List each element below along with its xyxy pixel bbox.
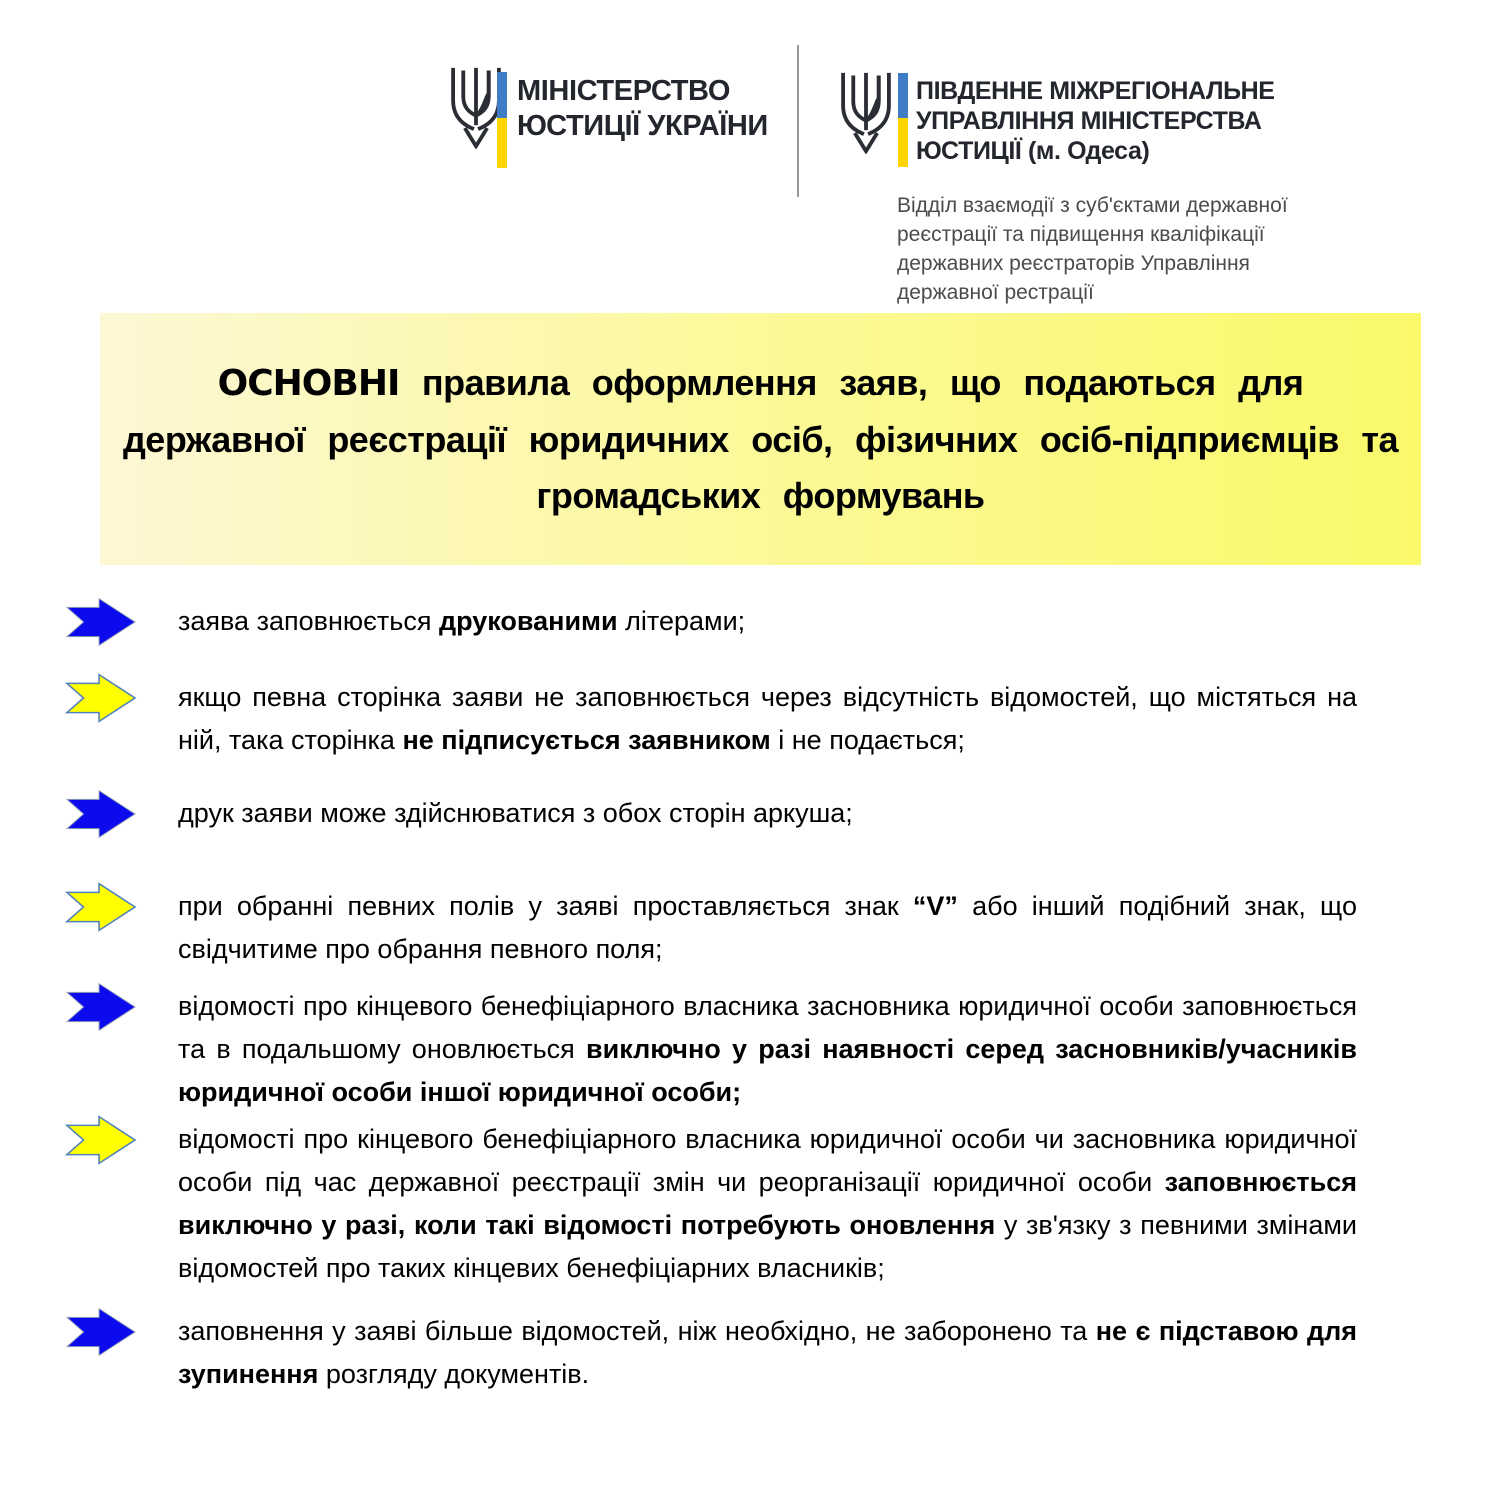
list-item bbox=[0, 676, 1511, 762]
ministry-logo-line2: ЮСТИЦІЇ УКРАЇНИ bbox=[517, 110, 768, 142]
blue-arrow-icon bbox=[65, 596, 137, 648]
bullet-text-bold: заповнюється виключно у разі, коли такі відомості потребують оновлення bbox=[178, 1167, 1357, 1240]
yellow-arrow-icon bbox=[65, 672, 137, 724]
bullet-text bbox=[178, 600, 1357, 643]
bullet-text-plain: відомості про кінцевого бенефіціарного власника засновника юридичної особи заповнюється та в подальшому оновлюється bbox=[178, 991, 1357, 1064]
page-title-rest: правила оформлення заяв, що подаються для державної реєстрації юридичних осіб, фізичних осіб-підприємців та громадських формувань bbox=[122, 361, 1399, 516]
list-item bbox=[0, 1310, 1511, 1396]
bullet-text-plain: відомості про кінцевого бенефіціарного власника юридичної особи чи засновника юридичної особи під час державної реєстрації змін чи реорганізації юридичної особи bbox=[178, 1124, 1357, 1197]
bullet-text bbox=[178, 985, 1357, 1114]
title-banner bbox=[100, 313, 1421, 565]
blue-arrow-icon bbox=[65, 981, 137, 1033]
header bbox=[0, 0, 1511, 313]
bullet-text-plain: друк заяви може здійснюватися з обох сторін аркуша; bbox=[178, 798, 853, 828]
regional-logo-line3: ЮСТИЦІЇ (м. Одеса) bbox=[916, 137, 1150, 165]
bullet-text-plain: літерами; bbox=[617, 606, 746, 636]
bullet-text-bold: не підписується заявником bbox=[402, 725, 771, 755]
department-subtitle: Відділ взаємодії з суб'єктами державної реєстрації та підвищення кваліфікації державних реєстраторів Управління державної рестрації bbox=[897, 194, 1288, 304]
trident-icon bbox=[448, 66, 504, 150]
blue-arrow-icon bbox=[65, 1306, 137, 1358]
bullet-list bbox=[0, 600, 1511, 1396]
bullet-text bbox=[178, 885, 1357, 971]
header-divider bbox=[797, 45, 799, 197]
trident-icon bbox=[838, 71, 894, 155]
bullet-text-plain: розгляду документів. bbox=[318, 1359, 590, 1389]
flag-bar-icon bbox=[898, 73, 908, 167]
yellow-arrow-icon bbox=[65, 1114, 137, 1166]
list-item bbox=[0, 885, 1511, 971]
regional-logo-title bbox=[916, 76, 1275, 166]
page-title bbox=[118, 355, 1403, 524]
list-item bbox=[0, 600, 1511, 648]
flag-bar-icon bbox=[497, 72, 507, 168]
regional-logo-line1: ПІВДЕННЕ МІЖРЕГІОНАЛЬНЕ bbox=[916, 77, 1275, 105]
bullet-text bbox=[178, 1310, 1357, 1396]
page-title-emphasis: ОСНОВНІ bbox=[217, 362, 400, 404]
bullet-text-plain: при обранні певних полів у заяві проставляється знак bbox=[178, 891, 913, 921]
bullet-text-plain: або інший подібний знак, що свідчитиме про обрання певного поля; bbox=[178, 891, 1357, 964]
bullet-text-plain: і не подається; bbox=[770, 725, 965, 755]
bullet-text bbox=[178, 1118, 1357, 1290]
list-item bbox=[0, 1118, 1511, 1290]
bullet-text bbox=[178, 792, 1357, 835]
regional-logo-line2: УПРАВЛІННЯ МІНІСТЕРСТВА bbox=[916, 107, 1262, 135]
ministry-logo-title bbox=[517, 74, 768, 144]
blue-arrow-icon bbox=[65, 788, 137, 840]
bullet-text-plain: заява заповнюється bbox=[178, 606, 439, 636]
bullet-text bbox=[178, 676, 1357, 762]
list-item bbox=[0, 792, 1511, 840]
ministry-logo-line1: МІНІСТЕРСТВО bbox=[517, 75, 731, 107]
bullet-text-bold: друкованими bbox=[438, 606, 618, 636]
bullet-text-plain: якщо певна сторінка заяви не заповнюється через відсутність відомостей, що містяться на ній, така сторінка bbox=[178, 682, 1357, 755]
yellow-arrow-icon bbox=[65, 881, 137, 933]
list-item bbox=[0, 985, 1511, 1114]
bullet-text-plain: у зв'язку з певними змінами відомостей про таких кінцевих бенефіціарних власників; bbox=[178, 1210, 1357, 1283]
bullet-text-plain: заповнення у заяві більше відомостей, ніж необхідно, не заборонено та bbox=[178, 1316, 1096, 1346]
bullet-text-bold: не є підставою для зупинення bbox=[178, 1316, 1357, 1389]
bullet-text-bold: “V” bbox=[912, 891, 958, 921]
bullet-text-bold: виключно у разі наявності серед засновників/учасників юридичної особи іншої юридичної особи; bbox=[178, 1034, 1357, 1107]
